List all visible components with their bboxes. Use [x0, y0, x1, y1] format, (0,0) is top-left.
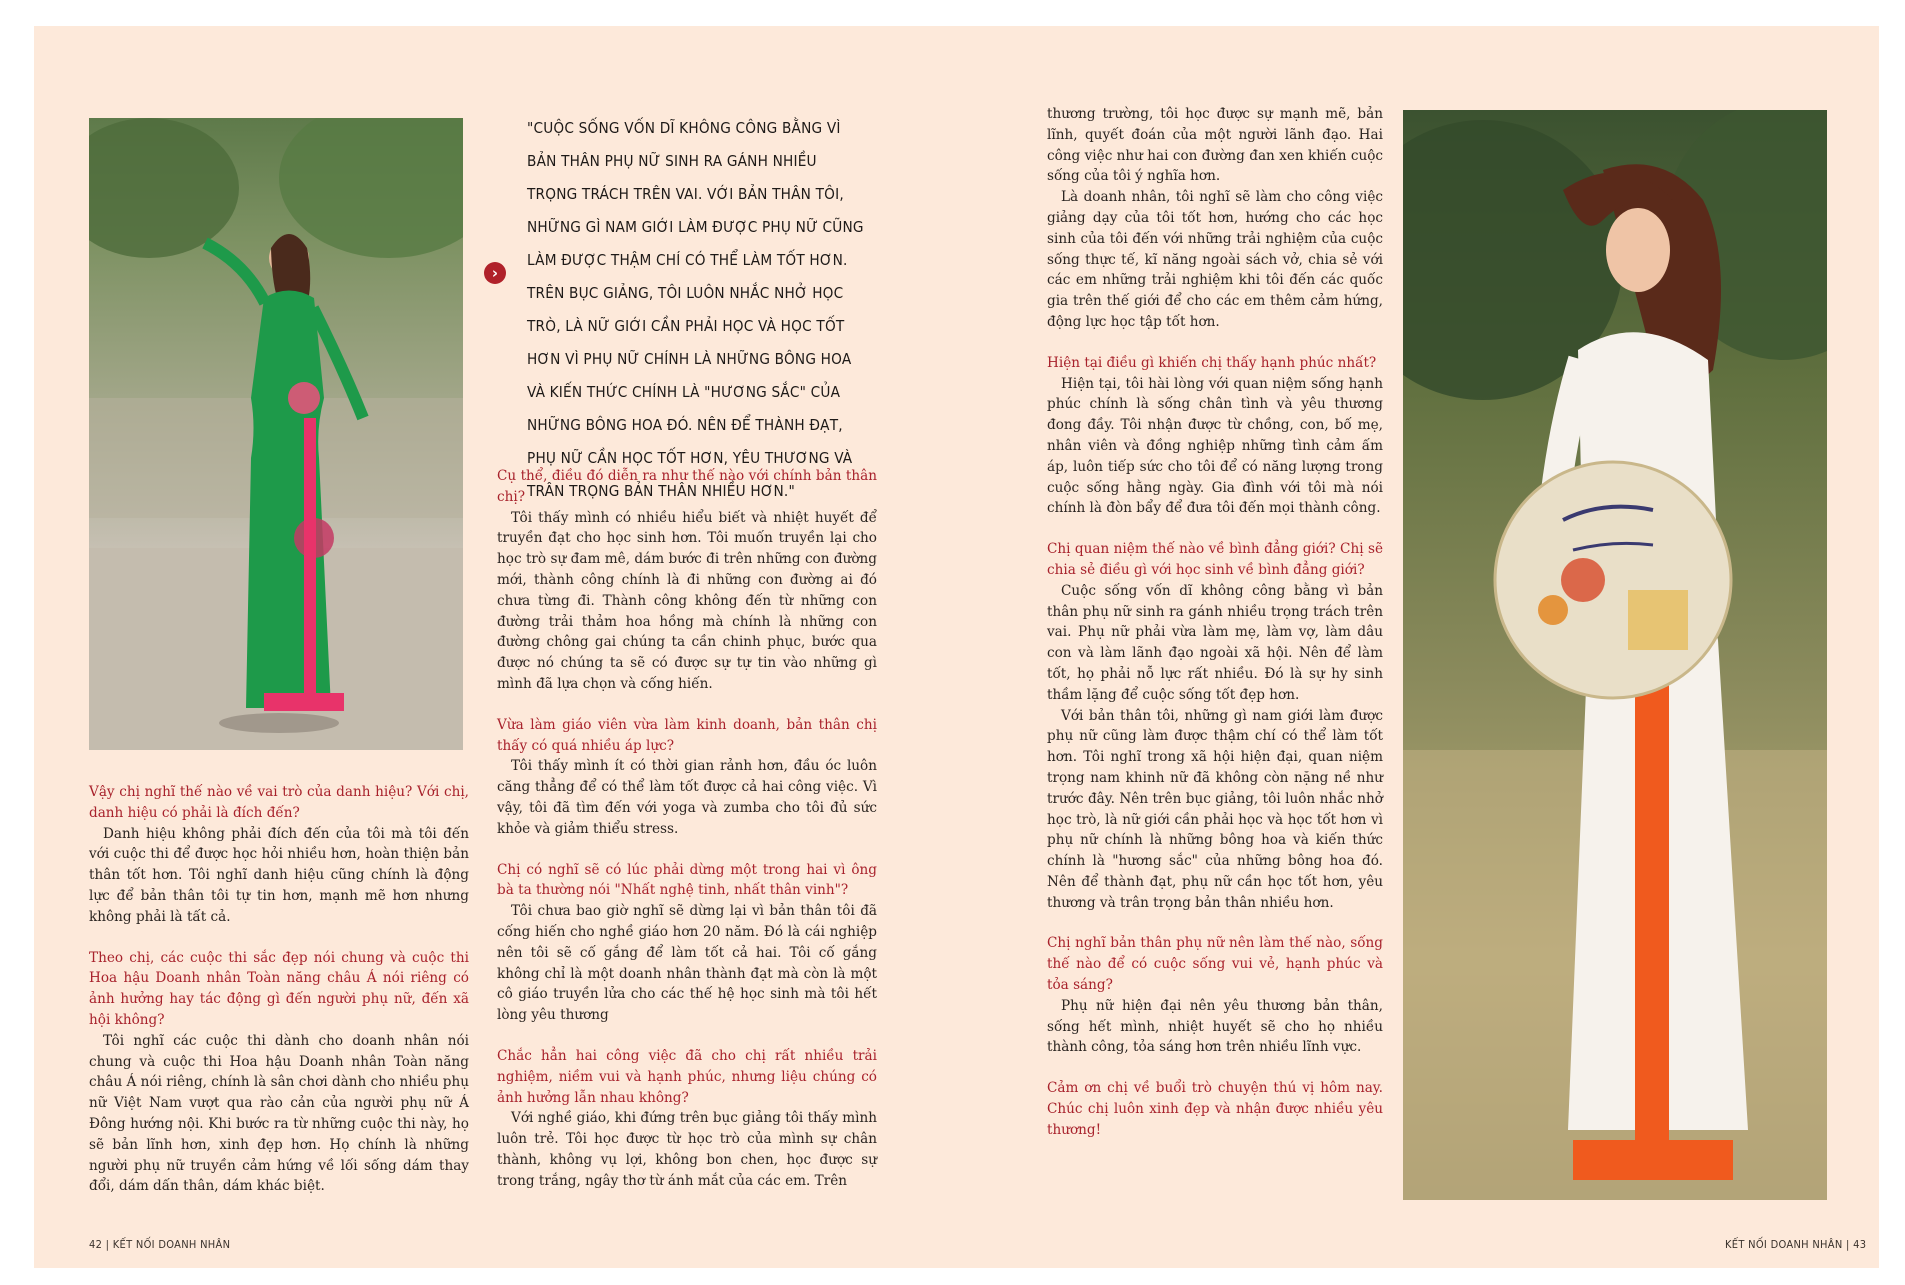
question: Theo chị, các cuộc thi sắc đẹp nói chung và cuộc thi Hoa hậu Doanh nhân Toàn năng châu Á nói riêng có ảnh hưởng hay tác động gì đến người phụ nữ, đến xã hội không?: [89, 949, 469, 1028]
photo-woman-white-ao-dai-conical-hat: [1403, 110, 1827, 1200]
question: Chắc hẳn hai công việc đã cho chị rất nhiều trải nghiệm, niềm vui và hạnh phúc, nhưng liệu chúng có ảnh hưởng lẫn nhau không?: [497, 1047, 877, 1106]
column-2: [497, 466, 877, 1192]
footer-separator: |: [105, 1238, 110, 1251]
page-number-right: 43: [1853, 1238, 1867, 1251]
page-number-left: 42: [89, 1238, 103, 1251]
question: Chị có nghĩ sẽ có lúc phải dừng một trong hai vì ông bà ta thường nói "Nhất nghệ tinh, nhất thân vinh"?: [497, 861, 877, 899]
question: Vậy chị nghĩ thế nào về vai trò của danh hiệu? Với chị, danh hiệu có phải là đích đến?: [89, 784, 469, 821]
photo-green-ao-dai-art: [89, 118, 463, 750]
footer-left: [89, 1238, 230, 1251]
question: Vừa làm giáo viên vừa làm kinh doanh, bản thân chị thấy có quá nhiều áp lực?: [497, 716, 877, 754]
answer: Phụ nữ hiện đại nên yêu thương bản thân, sống hết mình, nhiệt huyết sẽ cho họ nhiều thành công, tỏa sáng hơn trên nhiều lĩnh vực.: [1047, 997, 1383, 1056]
answer: Với nghề giáo, khi đứng trên bục giảng tôi thấy mình luôn trẻ. Tôi học được từ học trò của mình sự chân thành, không vụ lợi, không bon chen, học được sự trong trắng, ngây thơ từ ánh mắt của các em. Trên: [497, 1110, 877, 1189]
magazine-title-right: KẾT NỐI DOANH NHÂN: [1725, 1238, 1843, 1251]
question: Chị quan niệm thế nào về bình đẳng giới? Chị sẽ chia sẻ điều gì với học sinh về bình đẳng giới?: [1047, 541, 1383, 578]
answer: Tôi nghĩ các cuộc thi dành cho doanh nhân nói chung và cuộc thi Hoa hậu Doanh nhân Toàn năng châu Á nói riêng, chính là sân chơi dành cho nhiều phụ nữ Việt Nam vượt qua rào cản của người phụ nữ Á Đông hướng nội. Khi bước ra từ những cuộc thi này, họ sẽ bản lĩnh hơn, xinh đẹp hơn. Họ chính là những người phụ nữ truyền cảm hứng về lối sống dám thay đổi, dám dấn thân, dám khác biệt.: [89, 1032, 470, 1195]
question: Cụ thể, điều đó diễn ra như thế nào với chính bản thân chị?: [497, 468, 877, 505]
pull-quote: "CUỘC SỐNG VỐN DĨ KHÔNG CÔNG BẰNG VÌ BẢN THÂN PHỤ NỮ SINH RA GÁNH NHIỀU TRỌNG TRÁCH TRÊN VAI. VỚI BẢN THÂN TÔI, NHỮNG GÌ NAM GIỚI LÀM ĐƯỢC PHỤ NỮ CŨNG LÀM ĐƯỢC THẬM CHÍ CÓ THỂ LÀM TỐT HƠN. TRÊN BỤC GIẢNG, TÔI LUÔN NHẮC NHỞ HỌC TRÒ, LÀ NỮ GIỚI CẦN PHẢI HỌC VÀ HỌC TỐT HƠN VÌ PHỤ NỮ CHÍNH LÀ NHỮNG BÔNG HOA VÀ KIẾN THỨC CHÍNH LÀ "HƯƠNG SẮC" CỦA NHỮNG BÔNG HOA ĐÓ. NÊN ĐỂ THÀNH ĐẠT, PHỤ NỮ CẦN HỌC TỐT HƠN, YÊU THƯƠNG VÀ TRÂN TRỌNG BẢN THÂN NHIỀU HƠN.": [527, 119, 864, 500]
column-3: [1047, 104, 1383, 1141]
question: Hiện tại điều gì khiến chị thấy hạnh phúc nhất?: [1047, 354, 1377, 371]
photo-white-ao-dai-art: [1403, 110, 1827, 1200]
column-1: [89, 782, 469, 1197]
answer: Hiện tại, tôi hài lòng với quan niệm sống hạnh phúc chính là sống chân tình và yêu thương đong đầy. Tôi nhận được từ chồng, con, bố mẹ, nhân viên và đồng nghiệp những tình cảm ấm áp, luôn tiếp sức cho tôi để có năng lượng trong cuộc sống hằng ngày. Gia đình với tôi mà nói chính là đòn bẩy để đưa tôi đến mọi thành công.: [1047, 375, 1383, 517]
answer: thương trường, tôi học được sự mạnh mẽ, bản lĩnh, quyết đoán của một người lãnh đạo. Hai công việc như hai con đường đan xen khiến cuộc sống của tôi ý nghĩa hơn.: [1047, 106, 1383, 185]
question: Chị nghĩ bản thân phụ nữ nên làm thế nào, sống thế nào để có cuộc sống vui vẻ, hạnh phúc và tỏa sáng?: [1047, 935, 1383, 994]
answer: Tôi thấy mình có nhiều hiểu biết và nhiệt huyết để truyền đạt cho học sinh hơn. Tôi muốn truyền lại cho học trò sự đam mê, dám bước đi trên những con đường mới, thành công chính là đi những con đường ai đó chưa từng đi. Thành công không đến từ những con đường trải thảm hoa hồng mà chính là những con đường chông gai chúng ta cần chinh phục, bước qua được nó chúng ta sẽ có được sự tự tin vào những gì mình đã lựa chọn và cống hiến.: [497, 509, 877, 692]
closing-remark: Cảm ơn chị về buổi trò chuyện thú vị hôm nay. Chúc chị luôn xinh đẹp và nhận được nhiều yêu thương!: [1047, 1080, 1383, 1138]
answer: Là doanh nhân, tôi nghĩ sẽ làm cho công việc giảng dạy của tôi tốt hơn, hướng cho các học sinh của tôi đến với những trải nghiệm của cuộc sống thực tế, kĩ năng ngoài sách vở, chia sẻ với các em những trải nghiệm khi tôi đến các quốc gia trên thế giới để cho các em thêm cảm hứng, động lực học tập tốt hơn.: [1047, 189, 1383, 330]
chevron-right-icon: ›: [484, 262, 506, 284]
answer: Danh hiệu không phải đích đến của tôi mà tôi đến với cuộc thi để được học hỏi nhiều hơn, hoàn thiện bản thân tốt hơn. Tôi nghĩ danh hiệu cũng chính là động lực để bản thân tôi tự tin hơn, mạnh mẽ hơn nhưng không phải là tất cả.: [89, 825, 469, 925]
footer-separator: |: [1846, 1238, 1850, 1251]
answer: Tôi thấy mình ít có thời gian rảnh hơn, đầu óc luôn căng thẳng để có thể làm tốt được cả hai công việc. Vì vậy, tôi đã tìm đến với yoga và zumba cho tôi đủ sức khỏe và giảm thiểu stress.: [497, 758, 877, 837]
answer: Với bản thân tôi, những gì nam giới làm được phụ nữ cũng làm được thậm chí có thể làm tốt hơn. Tôi nghĩ trong xã hội hiện đại, quan niệm trọng nam khinh nữ đã không còn nặng nề như trước đây. Nên trên bục giảng, tôi luôn nhắc nhở học trò, là nữ giới cần phải học và học tốt hơn vì phụ nữ chính là những bông hoa và kiến thức chính là "hương sắc" của những bông hoa đó. Nên để thành đạt, phụ nữ cần học tốt hơn, yêu thương và trân trọng bản thân nhiều hơn.: [1047, 707, 1383, 911]
answer: Cuộc sống vốn dĩ không công bằng vì bản thân phụ nữ sinh ra gánh nhiều trọng trách trên vai. Phụ nữ phải vừa làm mẹ, làm vợ, làm dâu con và làm lãnh đạo ngoài xã hội. Nên để làm tốt, họ phải nỗ lực rất nhiều. Đó là sự hy sinh thầm lặng để cuộc sống tốt đẹp hơn.: [1047, 582, 1383, 703]
footer-right: [1725, 1238, 1866, 1251]
magazine-title-left: KẾT NỐI DOANH NHÂN: [112, 1238, 231, 1251]
answer: Tôi chưa bao giờ nghĩ sẽ dừng lại vì bản thân tôi đã cống hiến cho nghề giáo hơn 20 năm. Đó là cái nghiệp nên tôi sẽ cố gắng để làm tốt cả hai. Tôi cố gắng không chỉ là một doanh nhân thành đạt mà còn là một cô giáo truyền lửa cho các thế hệ học sinh mà tôi hết lòng yêu thương: [497, 903, 877, 1024]
photo-woman-green-ao-dai: [89, 118, 463, 750]
